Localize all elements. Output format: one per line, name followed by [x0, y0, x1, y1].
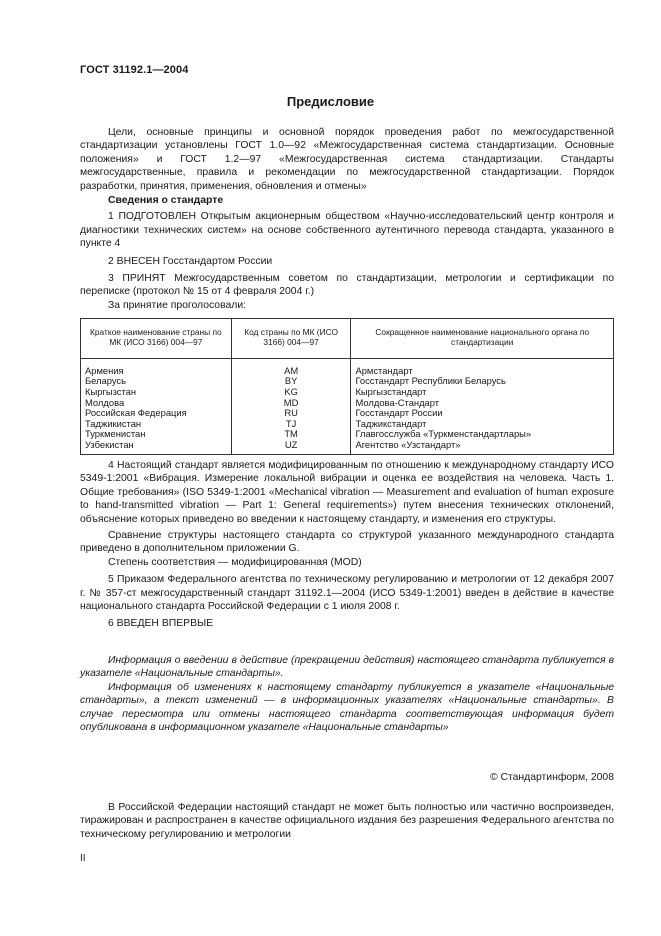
item-1-paragraph: 1 ПОДГОТОВЛЕН Открытым акционерным обществом «Научно-исследовательский центр контроля и диагностики технических систем» на основе собственного аутентичного перевода стандарта, указанного в пункте 4 [80, 211, 614, 250]
publication-info-block [80, 654, 614, 734]
details-block [80, 459, 614, 631]
item-6-paragraph: 6 ВВЕДЕН ВПЕРВЫЕ [108, 618, 214, 630]
item-4-structure-paragraph: Сравнение структуры настоящего стандарта со структурой указанного международного стандарта приведено в дополнительном приложении G. [80, 530, 614, 555]
table-row [81, 408, 614, 419]
table-row [81, 387, 614, 398]
col-header-country: Краткое наименование страны по МК (ИСО 3166) 004—97 [81, 319, 232, 359]
code-cell: TM [231, 429, 351, 440]
item-4-paragraph: 4 Настоящий стандарт является модифицированным по отношению к международному стандарту ИСО 5349-1:2001 «Вибрация. Измерение локальной вибрации и оценка ее воздействия на человека. Часть 1. Общие требования» (ISO 5349-1:2001 «Mechanical vibration — Measurement and evaluation of human exposure to hand-transmitted vibration — Part 1: General requirements») путем внесения технических отклонений, объяснение которых приведено во введении к настоящему стандарту, и изменения его структуры. [80, 460, 614, 525]
table-row [81, 419, 614, 430]
document-code-header: ГОСТ 31192.1—2004 [80, 64, 189, 76]
country-cell: Молдова [81, 398, 232, 409]
intro-paragraph: Цели, основные принципы и основной порядок проведения работ по межгосударственной стандартизации установлены ГОСТ 1.0—92 «Межгосударственная система стандартизации. Основные положения» и ГОСТ 1.2—97 «Межгосударственная система стандартизации. Стандарты межгосударственные, правила и рекомендации по межгосударственной стандартизации. Порядок разработки, принятия, применения, обновления и отмены» [80, 127, 614, 192]
code-cell: UZ [231, 440, 351, 454]
code-cell: BY [231, 376, 351, 387]
copyright-notice: © Стандартинформ, 2008 [489, 772, 614, 783]
country-cell: Беларусь [81, 376, 232, 387]
body-cell: Таджикстандарт [351, 419, 614, 430]
code-cell: KG [231, 387, 351, 398]
publication-info-paragraph-1: Информация о введении в действие (прекращении действия) настоящего стандарта публикуется в указателе «Национальные стандарты». [80, 655, 614, 680]
country-cell: Армения [81, 358, 232, 376]
body-cell: Кыргызстандарт [351, 387, 614, 398]
table-row [81, 429, 614, 440]
code-cell: MD [231, 398, 351, 409]
info-heading: Сведения о стандарте [108, 195, 224, 207]
country-cell: Таджикистан [81, 419, 232, 430]
page-title: Предисловие [286, 94, 375, 109]
table-row [81, 358, 614, 376]
body-cell: Агентство «Узстандарт» [351, 440, 614, 454]
page-number: II [80, 853, 86, 864]
voting-countries-table [80, 318, 614, 455]
item-2-paragraph: 2 ВНЕСЕН Госстандартом России [108, 255, 273, 267]
code-cell: RU [231, 408, 351, 419]
body-cell: Главгосслужба «Туркменстандартлары» [351, 429, 614, 440]
item-5-paragraph: 5 Приказом Федерального агентства по техническому регулированию и метрологии от 12 декабря 2007 г. № 357-ст межгосударственный стандарт 31192.1—2004 (ИСО 5349-1:2001) введен в действие в качестве национального стандарта Российской Федерации с 1 июля 2008 г. [80, 574, 614, 613]
item-4-degree-paragraph: Степень соответствия — модифицированная (MOD) [108, 556, 362, 568]
col-header-body: Сокращенное наименование национального органа по стандартизации [351, 319, 614, 359]
code-cell: AM [231, 358, 351, 376]
voted-paragraph: За принятие проголосовали: [108, 299, 247, 311]
item-3-paragraph: 3 ПРИНЯТ Межгосударственным советом по стандартизации, метрологии и сертификации по переписке (протокол № 15 от 4 февраля 2004 г.) [80, 273, 614, 298]
col-header-code: Код страны по МК (ИСО 3166) 004—97 [231, 319, 351, 359]
rights-paragraph: В Российской Федерации настоящий стандарт не может быть полностью или частично воспроизведен, тиражирован и распространен в качестве официального издания без разрешения Федерального агентства по техническому регулированию и метрологии [80, 802, 614, 840]
body-cell: Госстандарт Республики Беларусь [351, 376, 614, 387]
code-cell: TJ [231, 419, 351, 430]
publication-info-paragraph-2: Информация об изменениях к настоящему стандарту публикуется в указателе «Национальные стандарты», а текст изменений — в информационных указателях «Национальные стандарты». В случае пересмотра или отмены настоящего стандарта соответствующая информация будет опубликована в информационном указателе «Национальные стандарты» [80, 681, 614, 734]
country-cell: Туркменистан [81, 429, 232, 440]
country-cell: Кыргызстан [81, 387, 232, 398]
table-row [81, 440, 614, 454]
table-header-row [81, 319, 614, 359]
table-row [81, 376, 614, 387]
body-cell: Армстандарт [351, 358, 614, 376]
rights-block [80, 801, 614, 841]
body-cell: Госстандарт России [351, 408, 614, 419]
country-cell: Узбекистан [81, 440, 232, 454]
preface-block [80, 126, 614, 312]
body-cell: Молдова-Стандарт [351, 398, 614, 409]
country-cell: Российская Федерация [81, 408, 232, 419]
